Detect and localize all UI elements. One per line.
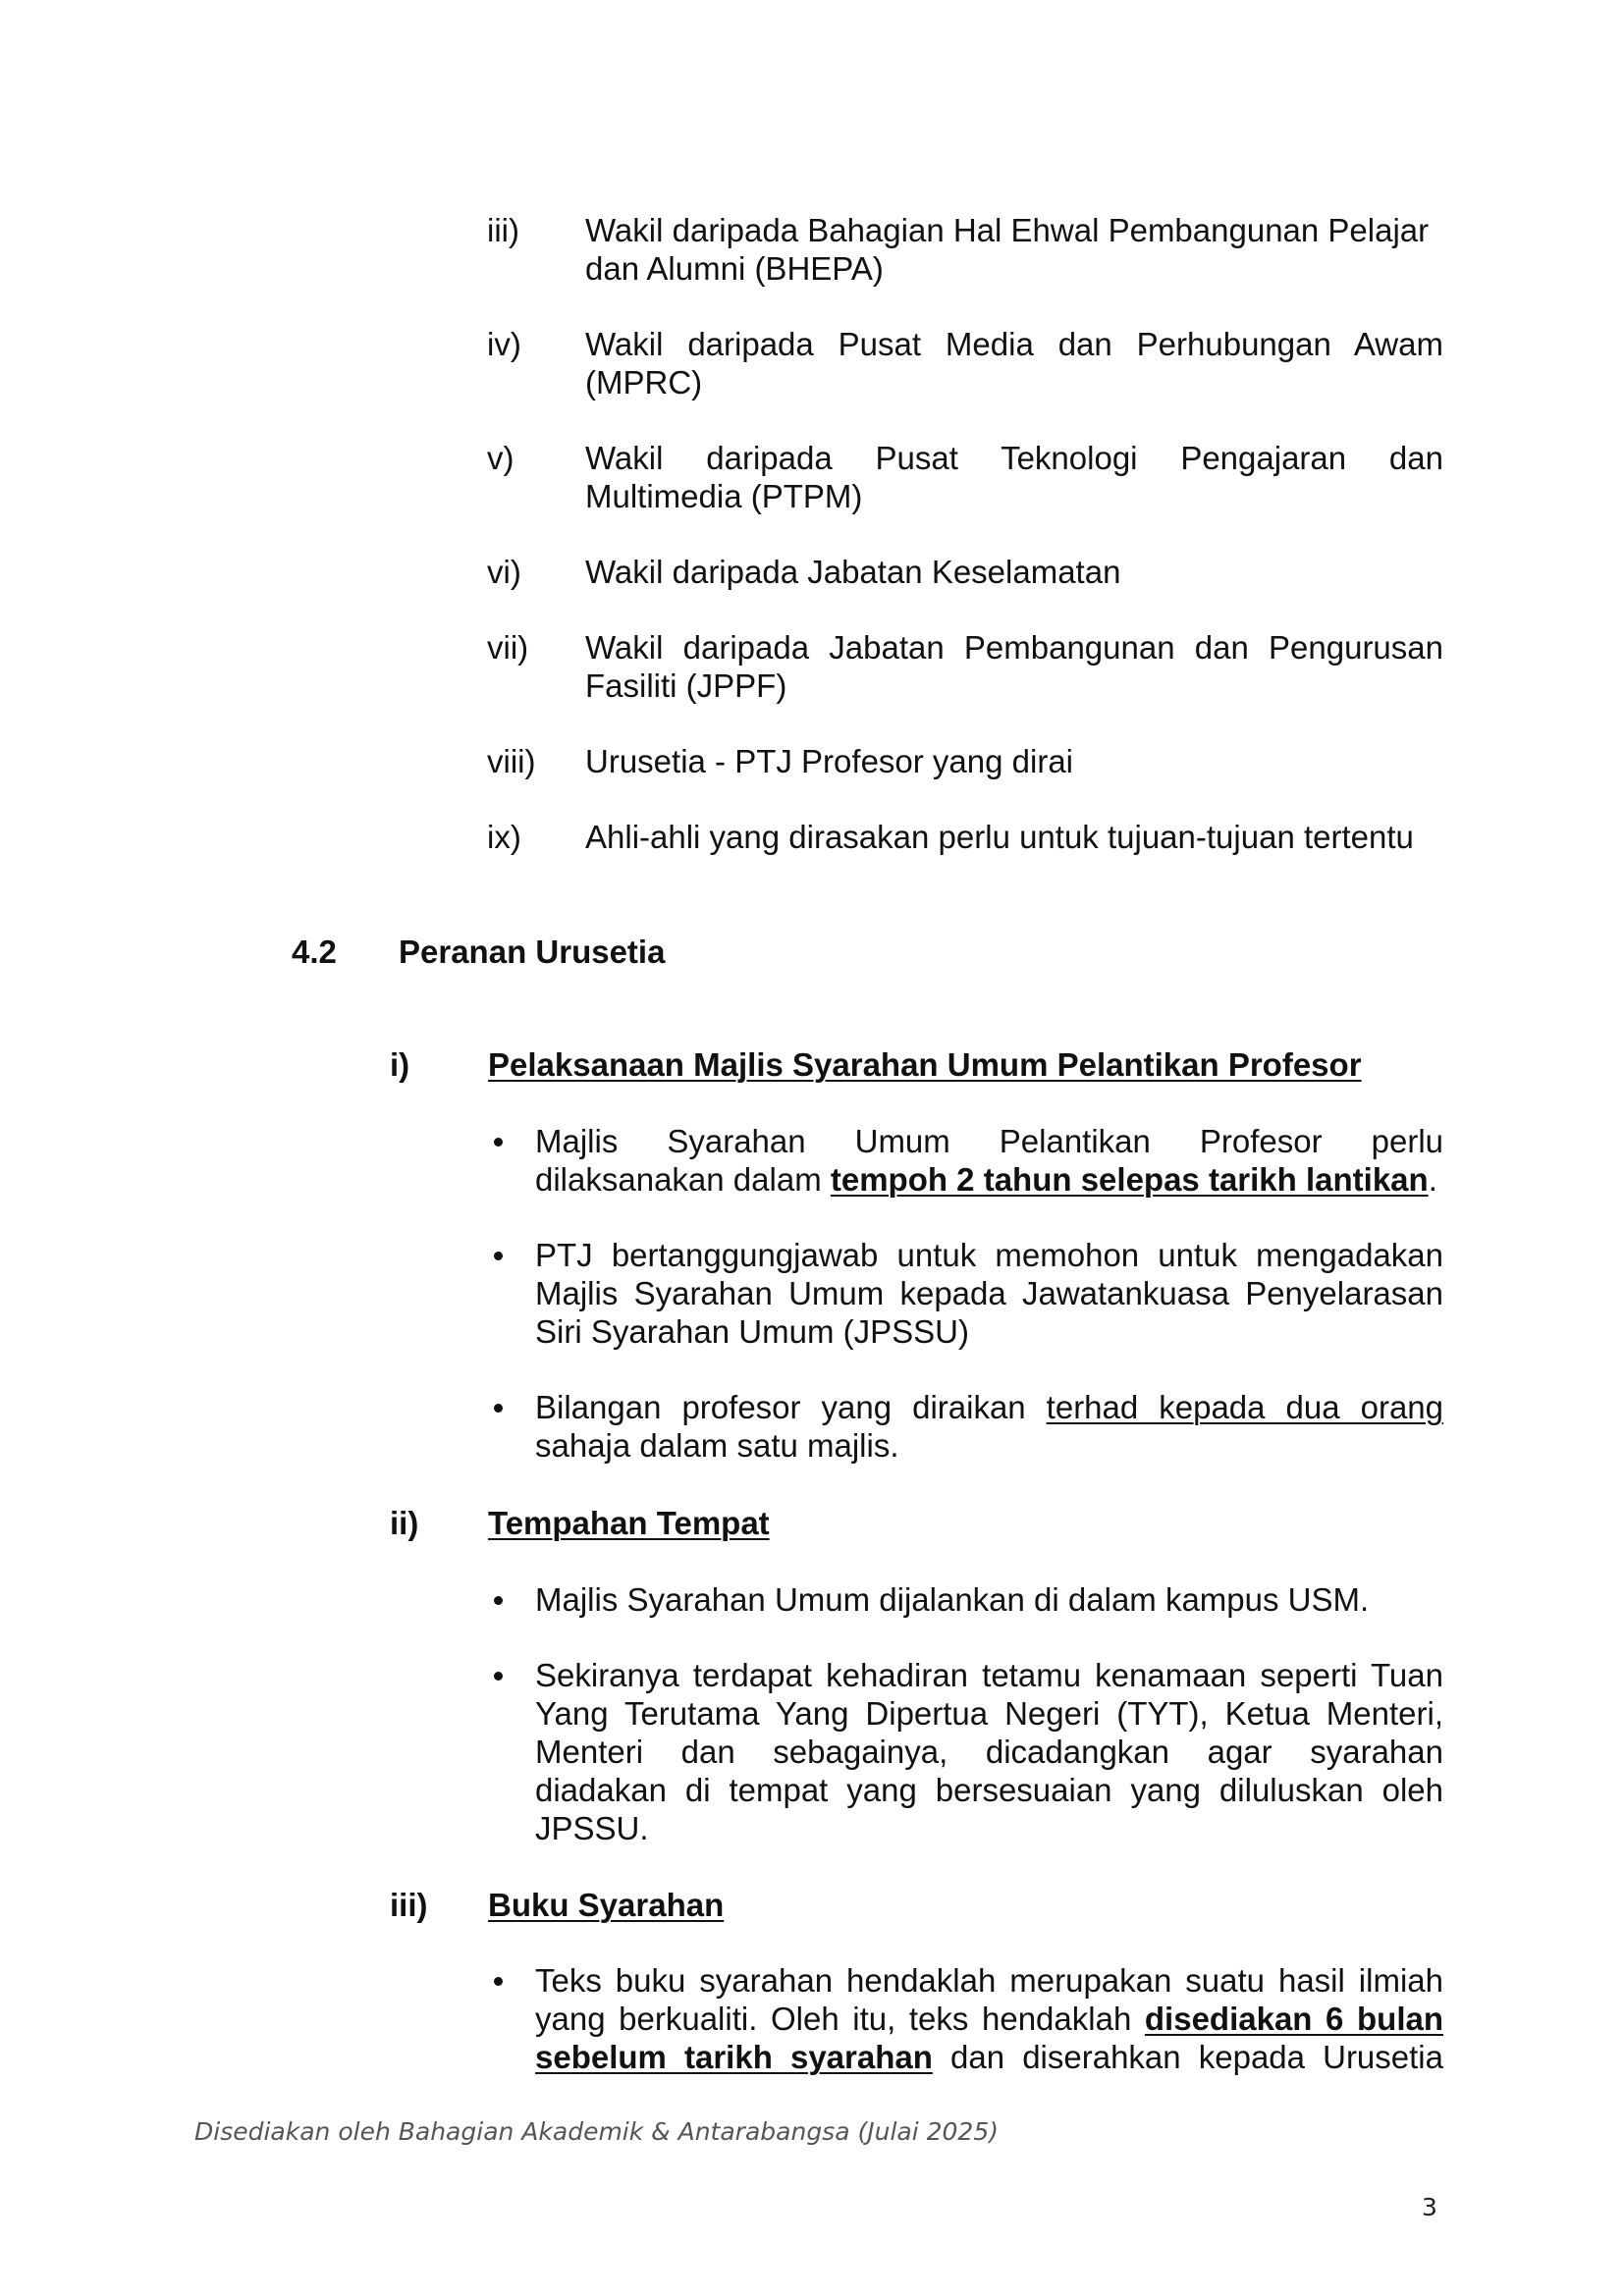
list-item-line: Ahli-ahli yang dirasakan perlu untuk tujuan-tujuan tertentu — [585, 819, 1414, 855]
bullet-line: Majlis Syarahan Umum dijalankan di dalam kampus USM. — [535, 1581, 1370, 1618]
bullet-line — [535, 2000, 1443, 2038]
bullet-icon — [494, 1138, 503, 1147]
bullet-icon — [494, 1977, 503, 1986]
list-item-line: Fasiliti (JPPF) — [585, 667, 787, 704]
bullet-line — [535, 2038, 1443, 2076]
bullet-text — [535, 1122, 1443, 1199]
list-item-number: iii) — [487, 212, 519, 248]
page-number: 3 — [1422, 2193, 1437, 2221]
bullet-text — [535, 1388, 1443, 1465]
bullet-icon — [494, 1596, 503, 1605]
bullet-icon — [494, 1252, 503, 1260]
bullet-line: diadakan di tempat yang bersesuaian yang diluluskan oleh — [535, 1772, 1443, 1808]
list-item-number: viii) — [487, 743, 536, 779]
text-span: dan diserahkan kepada Urusetia — [932, 2039, 1443, 2075]
text-span: Bilangan profesor yang diraikan — [535, 1389, 1047, 1425]
list-item-text — [585, 628, 1443, 705]
bullet-line: Majlis Syarahan Umum kepada Jawatankuasa Penyelarasan — [535, 1275, 1443, 1311]
subsection-title: Buku Syarahan — [488, 1887, 725, 1923]
emphasis-text: tempoh 2 tahun selepas tarikh lantikan — [830, 1161, 1429, 1198]
subsection-number: ii) — [390, 1505, 419, 1541]
list-item-line: Urusetia - PTJ Profesor yang dirai — [585, 743, 1074, 779]
list-item-line: Wakil daripada Pusat Media dan Perhubungan Awam — [585, 326, 1443, 362]
list-item-text — [585, 818, 1443, 856]
section-number: 4.2 — [292, 934, 337, 970]
bullet-line: Teks buku syarahan hendaklah merupakan suatu hasil ilmiah — [535, 1962, 1443, 1999]
bullet-line: Yang Terutama Yang Dipertua Negeri (TYT), Ketua Menteri, — [535, 1695, 1443, 1732]
list-item-number: v) — [487, 440, 514, 476]
page-footer: Disediakan oleh Bahagian Akademik & Antarabangsa (Julai 2025) — [194, 2117, 999, 2146]
list-item-text — [585, 742, 1443, 780]
emphasis-text: sebelum tarikh syarahan — [535, 2039, 933, 2075]
emphasis-text: disediakan 6 bulan — [1144, 2001, 1443, 2037]
bullet-line — [535, 1388, 1443, 1426]
bullet-text — [535, 1656, 1443, 1847]
list-item-text — [585, 325, 1443, 401]
list-item-line: (MPRC) — [585, 364, 703, 400]
list-item-line: Multimedia (PTPM) — [585, 478, 863, 514]
list-item-line: Wakil daripada Jabatan Keselamatan — [585, 554, 1121, 590]
subsection-number: iii) — [390, 1887, 428, 1923]
list-item-line: dan Alumni (BHEPA) — [585, 250, 884, 287]
bullet-line: Siri Syarahan Umum (JPSSU) — [535, 1313, 969, 1350]
list-item-number: vi) — [487, 554, 521, 590]
bullet-line: PTJ bertanggungjawab untuk memohon untuk mengadakan — [535, 1237, 1443, 1273]
subsection-title: Tempahan Tempat — [488, 1505, 770, 1541]
list-item-number: vii) — [487, 629, 529, 666]
bullet-line: Majlis Syarahan Umum Pelantikan Profesor perlu — [535, 1123, 1443, 1159]
bullet-line: JPSSU. — [535, 1810, 649, 1846]
bullet-text — [535, 1236, 1443, 1351]
underlined-text: terhad kepada dua orang — [1046, 1389, 1443, 1425]
section-title: Peranan Urusetia — [399, 934, 666, 970]
bullet-text — [535, 1961, 1443, 2076]
text-span: . — [1428, 1161, 1437, 1198]
text-span: yang berkualiti. Oleh itu, teks hendaklah — [535, 2001, 1145, 2037]
list-item-text — [585, 439, 1443, 515]
list-item-text — [585, 211, 1443, 288]
bullet-line: sahaja dalam satu majlis. — [535, 1427, 899, 1464]
bullet-icon — [494, 1672, 503, 1681]
list-item-text — [585, 553, 1443, 591]
subsection-number: i) — [390, 1046, 410, 1083]
bullet-icon — [494, 1404, 503, 1413]
bullet-text — [535, 1580, 1443, 1619]
bullet-line — [535, 1160, 1443, 1199]
bullet-line: Sekiranya terdapat kehadiran tetamu kenamaan seperti Tuan — [535, 1657, 1443, 1693]
list-item-line: Wakil daripada Bahagian Hal Ehwal Pembangunan Pelajar — [585, 212, 1430, 248]
text-span: dilaksanakan dalam — [535, 1161, 831, 1198]
list-item-line: Wakil daripada Pusat Teknologi Pengajaran dan — [585, 440, 1443, 476]
bullet-line: Menteri dan sebagainya, dicadangkan agar syarahan — [535, 1734, 1443, 1770]
list-item-number: ix) — [487, 819, 521, 855]
subsection-title: Pelaksanaan Majlis Syarahan Umum Pelantikan Profesor — [488, 1046, 1362, 1083]
list-item-line: Wakil daripada Jabatan Pembangunan dan Pengurusan — [585, 629, 1443, 666]
list-item-number: iv) — [487, 326, 521, 362]
